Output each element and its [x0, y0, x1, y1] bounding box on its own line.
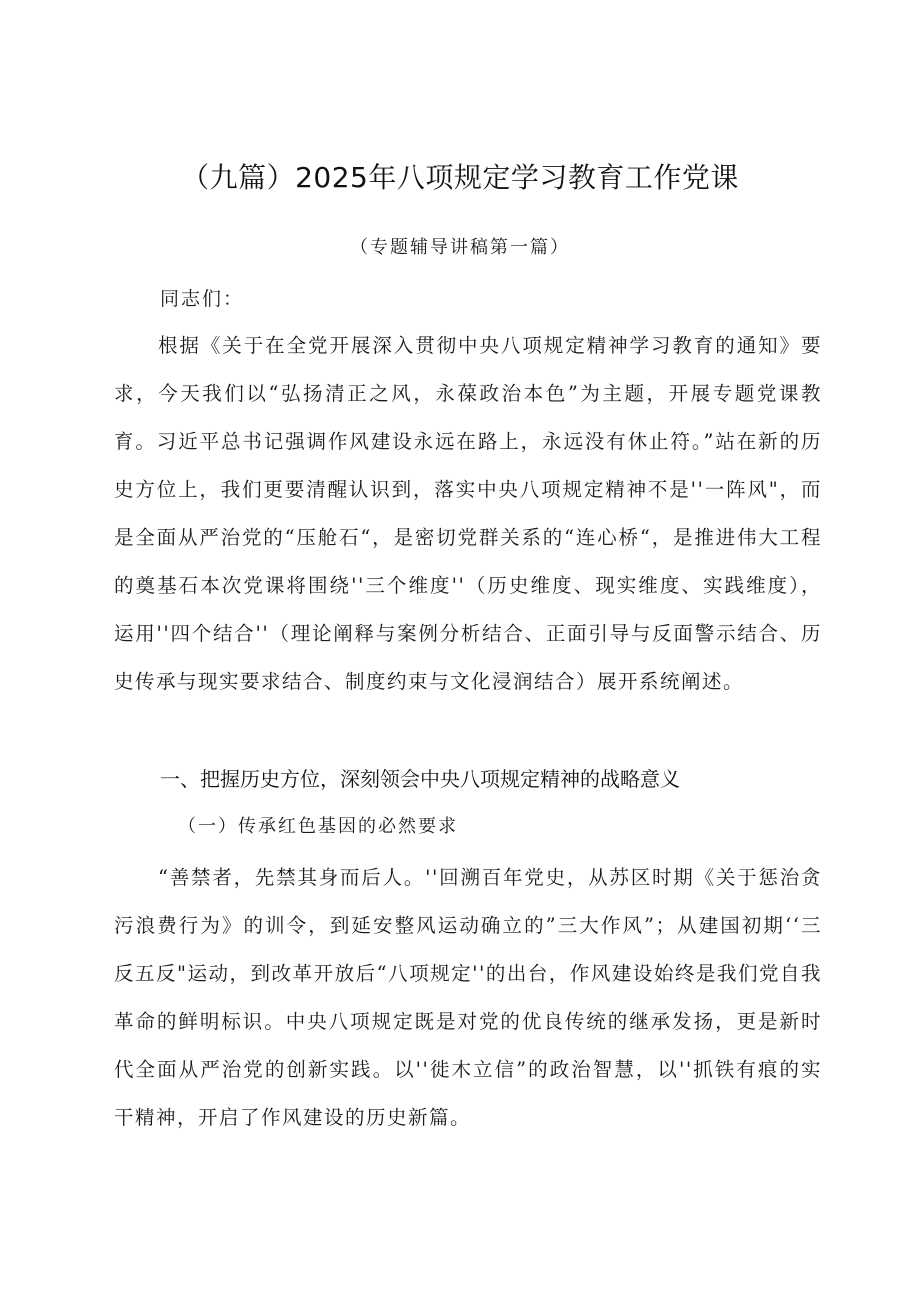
document-title: （九篇）2025年八项规定学习教育工作党课 — [181, 161, 739, 194]
section-heading-1: 一、把握历史方位，深刻领会中央八项规定精神的战略意义 — [160, 767, 680, 791]
intro-paragraph: 根据《关于在全党开展深入贯彻中央八项规定精神学习教育的通知》要求，今天我们以“弘扬清正之风，永葆政治本色”为主题，开展专题党课教育。习近平总书记强调作风建设永远在路上，永远没有休止符。”站在新的历史方位上，我们更要清醒认识到，落实中央八项规定精神不是''一阵风"，而是全面从严治党的“压舱石“，是密切党群关系的“连心桥“，是推进伟大工程的奠基石本次党课将围绕''三个维度''（历史维度、现实维度、实践维度），运用''四个结合''（理论阐释与案例分析结合、正面引导与反面警示结合、历史传承与现实要求结合、制度约束与文化浸润结合）展开系统阐述。 — [114, 334, 822, 693]
subsection-heading-1: （一）传承红色基因的必然要求 — [178, 816, 458, 837]
document-subtitle: （专题辅导讲稿第一篇） — [350, 237, 570, 258]
greeting: 同志们： — [160, 288, 245, 310]
body-paragraph: “善禁者，先禁其身而后人。''回溯百年党史，从苏区时期《关于惩治贪污浪费行为》的训令，到延安整风运动确立的”三大作风”；从建国初期‘‘三反五反"运动，到改革开放后“八项规定''的出台，作风建设始终是我们党自我革命的鲜明标识。中央八项规定既是对党的优良传统的继承发扬，更是新时代全面从严治党的创新实践。以''徙木立信”的政治智慧，以''抓铁有痕的实干精神，开启了作风建设的历史新篇。 — [114, 866, 822, 1129]
